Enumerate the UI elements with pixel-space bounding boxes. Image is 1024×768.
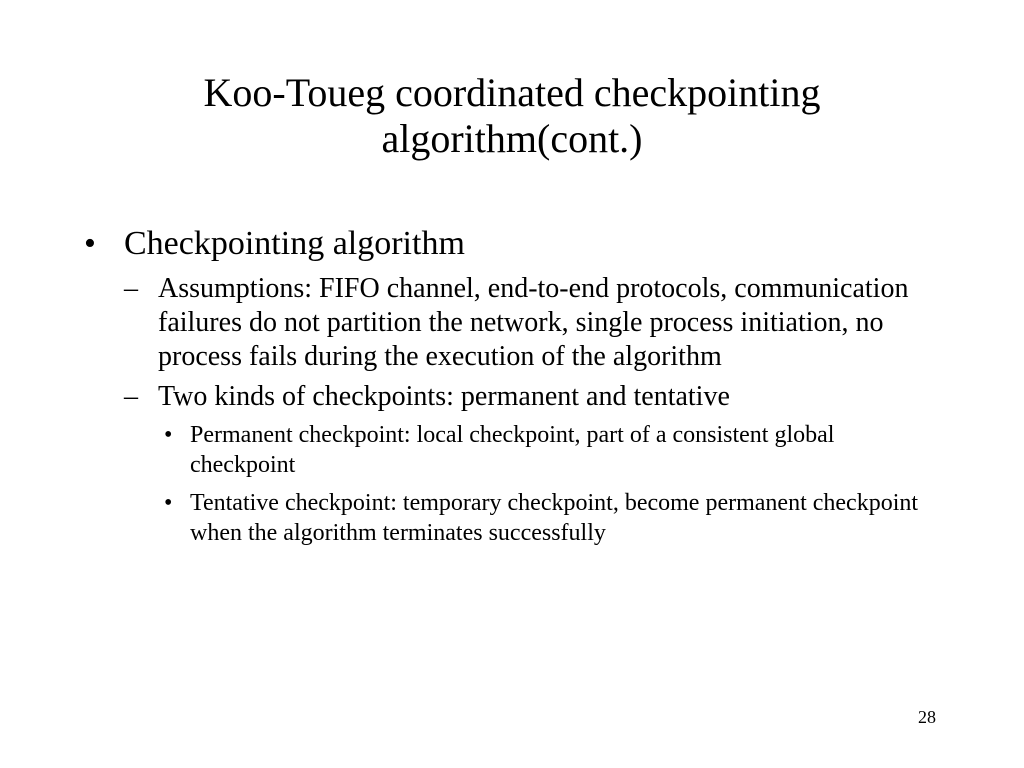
- sub-sub-bullet-text: Tentative checkpoint: temporary checkpoint, become permanent checkpoint when the algorithm terminates successfully: [190, 490, 919, 546]
- dash-icon: –: [124, 273, 138, 304]
- bullet-dot-icon: •: [164, 490, 173, 516]
- dash-icon: –: [124, 381, 138, 412]
- bullet-dot-icon: •: [164, 422, 173, 448]
- sub-sub-bullet-text: Permanent checkpoint: local checkpoint, part of a consistent global checkpoint: [190, 422, 835, 478]
- slide-title-line-1: Koo-Toueg coordinated checkpointing: [203, 70, 821, 115]
- slide-body: [84, 222, 944, 556]
- bullet-checkpointing-algorithm: [84, 222, 944, 266]
- sub-bullet-assumptions: [124, 272, 944, 374]
- sub-bullet-text: Assumptions: FIFO channel, end-to-end protocols, communication failures do not partition the network, single process initiation, no process fails during the execution of the algorithm: [158, 273, 909, 372]
- sub-bullet-checkpoint-kinds: [124, 380, 944, 414]
- bullet-text: Checkpointing algorithm: [124, 225, 465, 262]
- slide-title: [112, 70, 912, 162]
- sub-sub-bullet-permanent: [164, 420, 944, 480]
- page-number: 28: [918, 707, 936, 727]
- sub-sub-bullet-tentative: [164, 488, 944, 548]
- sub-bullet-text: Two kinds of checkpoints: permanent and tentative: [158, 381, 730, 412]
- bullet-dot-icon: •: [84, 225, 96, 262]
- slide-title-line-2: algorithm(cont.): [381, 116, 643, 161]
